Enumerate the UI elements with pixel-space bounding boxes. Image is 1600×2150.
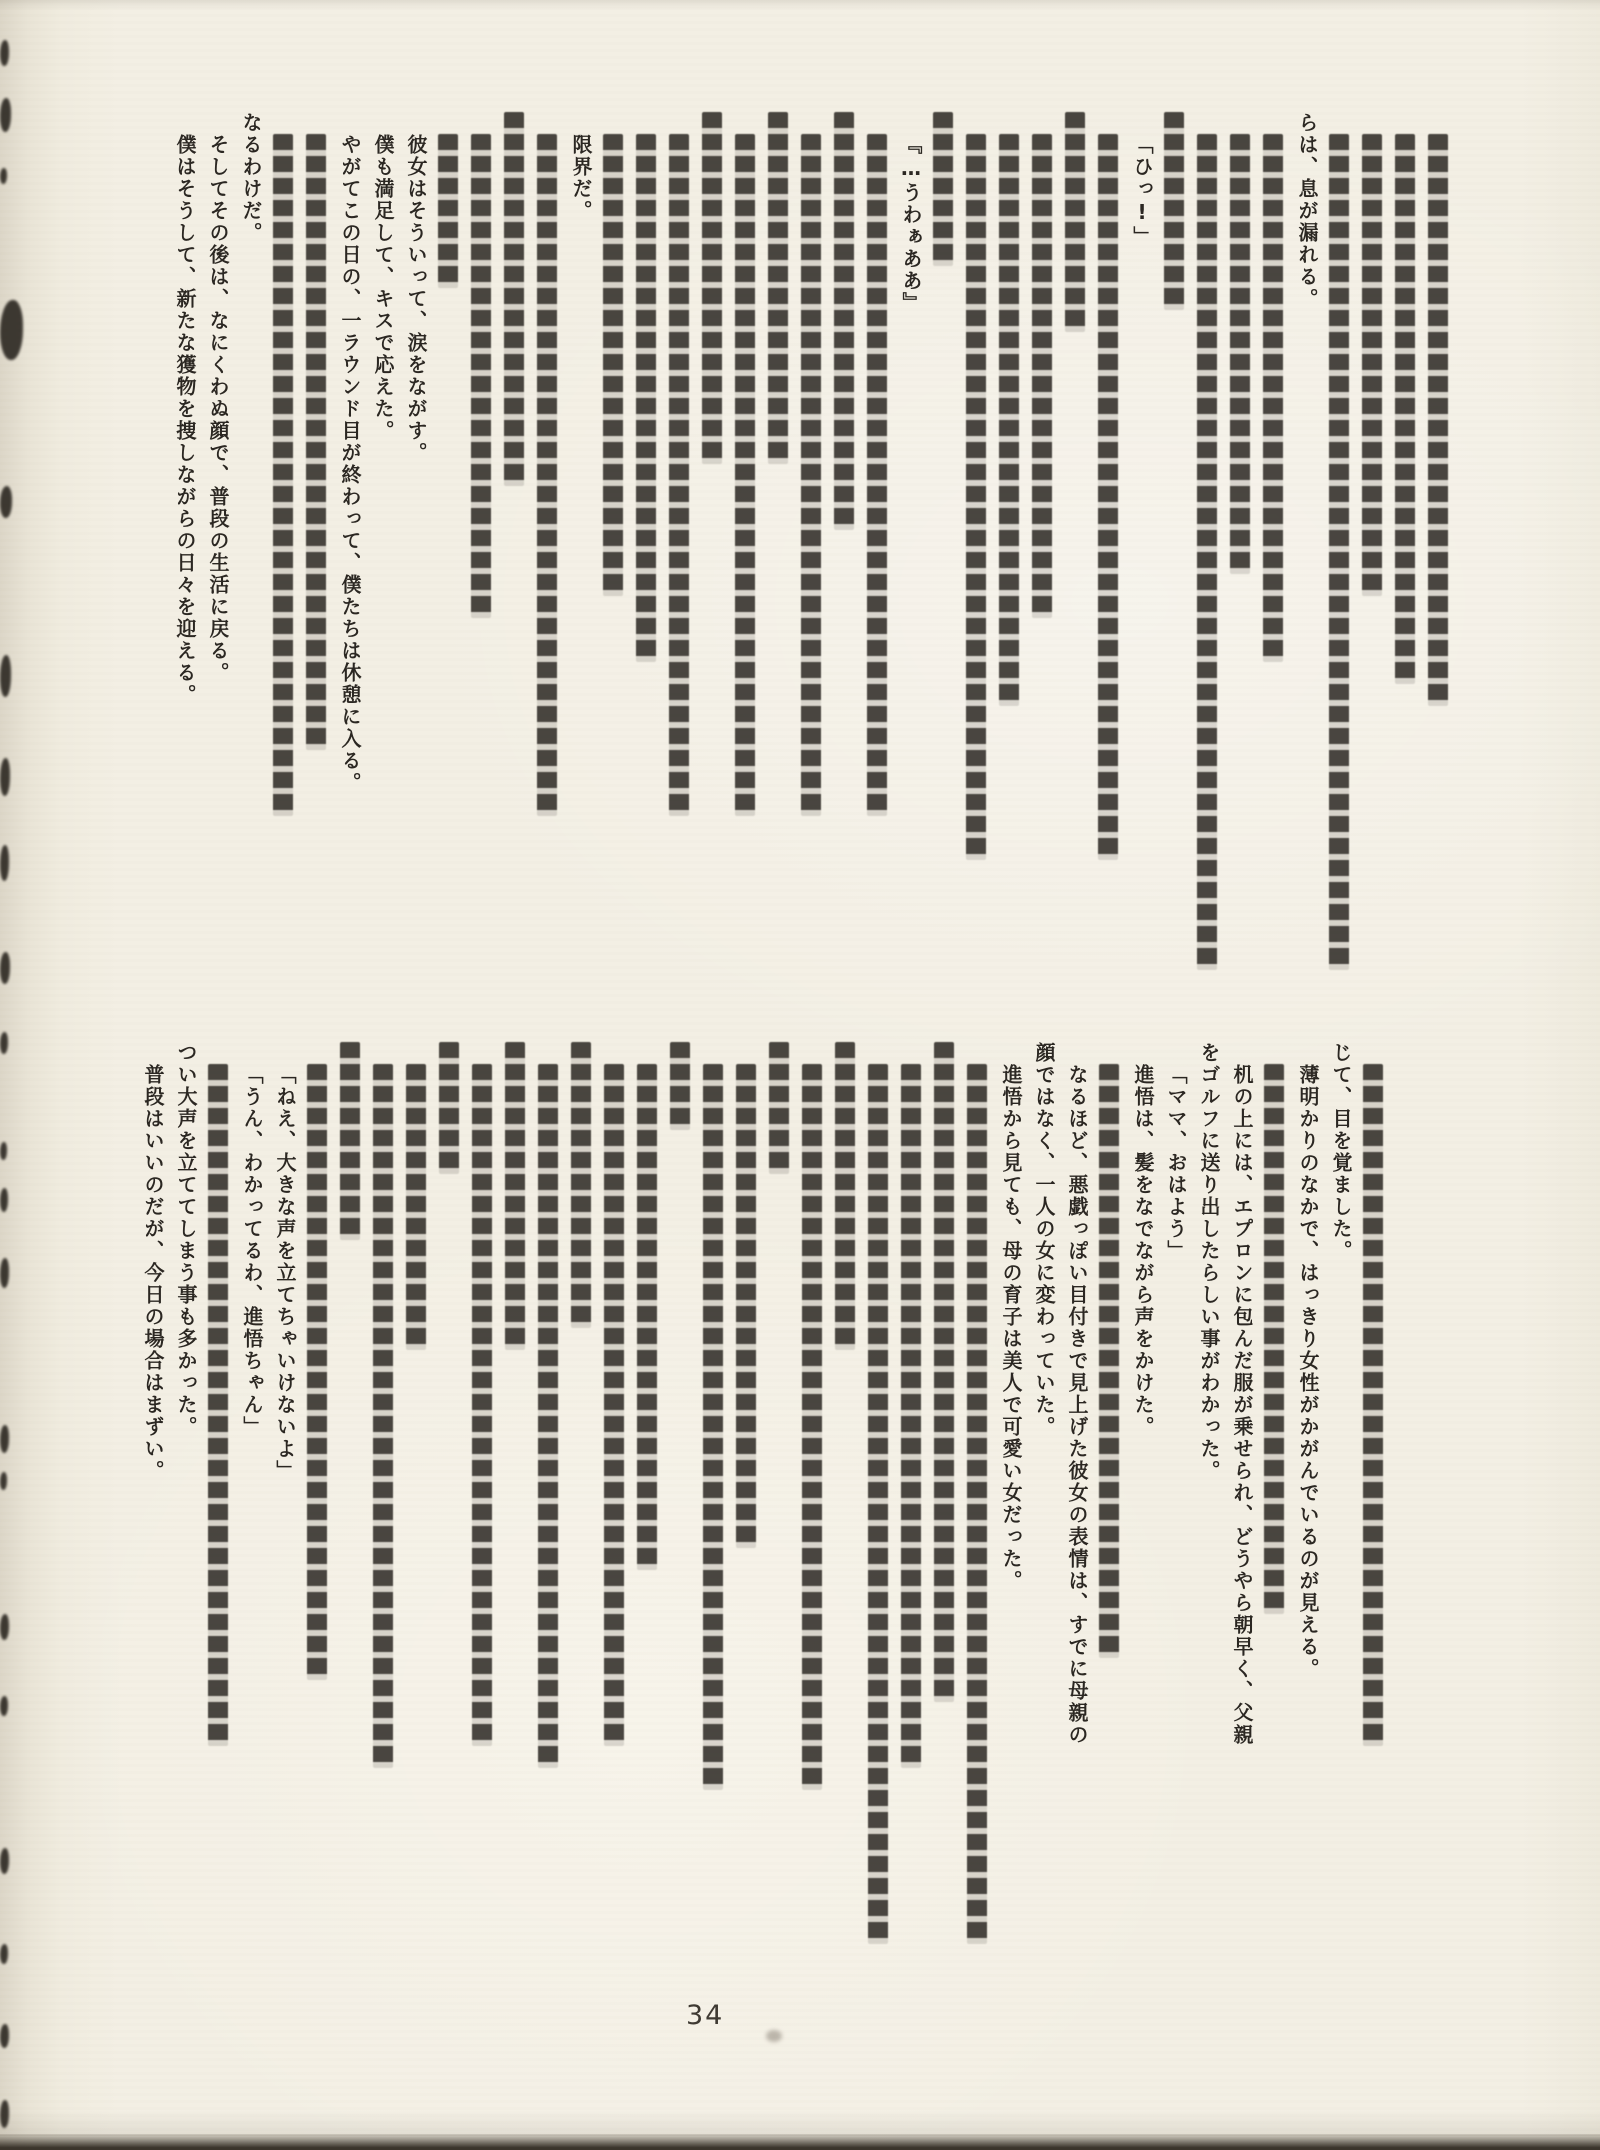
text-column: 限界だ。 [569,134,593,222]
text-column: 僕はそうして、新たな獲物を捜しながらの日々を迎える。 [173,134,197,706]
text-column: なるほど、悪戯っぽい目付きで見上げた彼女の表情は、すでに母親の [1065,1064,1089,1746]
binding-stain [0,1188,8,1212]
redacted-text-column [339,1042,362,1240]
text-column: 普段はいいのだが、今日の場合はまずい。 [141,1064,165,1482]
redacted-text-column [1328,134,1351,970]
redacted-text-column [536,134,559,816]
redacted-text-column [932,112,955,266]
redacted-text-column [603,1064,626,1746]
text-column: 僕も満足して、キスで応えた。 [371,134,395,442]
text-column: 『…うわぁああ』 [899,134,923,314]
binding-stain [0,1944,8,1964]
binding-stain [0,1696,8,1716]
redacted-text-column [998,134,1021,706]
text-column: 彼女はそういって、涙をながす。 [404,134,428,464]
redacted-text-column [570,1042,593,1328]
binding-stain [0,1848,9,1874]
redacted-text-column [471,1064,494,1746]
redacted-text-column [636,1064,659,1570]
text-column: そしてその後は、なにくわぬ顔で、普段の生活に戻る。 [206,134,230,684]
redacted-text-column [1263,1064,1286,1614]
binding-stain [0,300,23,360]
text-column: らは、息が漏れる。 [1295,112,1319,310]
redacted-text-column [1362,1064,1385,1746]
text-column: 「ひっ!」 [1130,134,1154,248]
redacted-text-column [767,112,790,464]
redacted-text-column [306,1064,329,1680]
redacted-text-column [768,1042,791,1174]
text-column: 進悟は、髪をなでながら声をかけた。 [1131,1064,1155,1438]
redacted-text-column [1098,1064,1121,1658]
binding-stain [0,98,11,132]
redacted-text-column [933,1042,956,1702]
binding-stain [0,845,9,881]
redacted-text-column [1031,134,1054,618]
redacted-text-column [503,112,526,486]
text-column: 進悟から見ても、母の育子は美人で可愛い女だった。 [999,1064,1023,1592]
binding-stain [0,486,12,518]
binding-stain [0,1425,9,1453]
redacted-text-column [966,1064,989,1944]
text-column: をゴルフに送り出したらしい事がわかった。 [1197,1042,1221,1482]
text-column: じて、目を覚ました。 [1329,1042,1353,1262]
redacted-text-column [900,1064,923,1768]
binding-stain [0,1614,9,1640]
text-column: やがてこの日の、一ラウンド目が終わって、僕たちは休憩に入る。 [338,134,362,794]
redacted-text-column [1229,134,1252,574]
redacted-text-column [702,1064,725,1790]
redacted-text-column [438,1042,461,1174]
redacted-text-column [372,1064,395,1768]
binding-stain [0,2024,9,2048]
redacted-text-column [800,134,823,816]
binding-stain [0,1258,9,1288]
redacted-text-column [1097,134,1120,860]
text-column: 顔ではなく、一人の女に変わっていた。 [1032,1042,1056,1438]
redacted-text-column [866,134,889,816]
text-column: なるわけだ。 [239,112,263,244]
redacted-text-column [504,1042,527,1350]
text-column: 机の上には、エプロンに包んだ服が乗せられ、どうやら朝早く、父親 [1230,1064,1254,1746]
text-column: 「ママ、おはよう」 [1164,1064,1188,1262]
binding-stain [0,655,11,697]
redacted-text-column [405,1064,428,1350]
redacted-text-column [965,134,988,860]
redacted-text-column [734,134,757,816]
redacted-text-column [1262,134,1285,662]
redacted-text-column [801,1064,824,1790]
redacted-text-column [437,134,460,288]
binding-stain [0,168,7,184]
redacted-text-column [537,1064,560,1768]
text-column: つい大声を立ててしまう事も多かった。 [174,1042,198,1438]
redacted-text-column [602,134,625,596]
redacted-text-column [272,134,295,816]
redacted-text-column [1361,134,1384,596]
redacted-text-column [635,134,658,662]
redacted-text-column [834,1042,857,1350]
text-column: 「ねえ、大きな声を立てちゃいけないよ」 [273,1064,297,1482]
redacted-text-column [867,1064,890,1944]
binding-edge [0,0,70,2150]
redacted-text-column [470,134,493,618]
scan-top-shadow [0,0,1600,10]
binding-stain [0,758,10,796]
scan-bottom-shadow-soft [0,2110,1600,2136]
vertical-text-block-top [173,112,1450,970]
page-number: 34 [686,2000,725,2031]
redacted-text-column [305,134,328,750]
binding-stain [0,40,9,66]
binding-stain [0,1142,7,1160]
redacted-text-column [1427,134,1450,706]
redacted-text-column [1394,134,1417,684]
redacted-text-column [668,134,691,816]
redacted-text-column [833,112,856,530]
binding-stain [0,1472,7,1490]
redacted-text-column [701,112,724,464]
redacted-text-column [1196,134,1219,970]
redacted-text-column [735,1064,758,1548]
binding-stain [0,952,10,984]
scan-bottom-shadow [0,2134,1600,2150]
redacted-text-column [207,1064,230,1746]
binding-stain [0,1032,8,1054]
redacted-text-column [1064,112,1087,332]
vertical-text-block-bottom [141,1042,1385,1944]
redacted-text-column [1163,112,1186,310]
redacted-text-column [669,1042,692,1130]
text-column: 薄明かりのなかで、はっきり女性がかがんでいるのが見える。 [1296,1064,1320,1680]
text-column: 「うん、わかってるわ、進悟ちゃん」 [240,1064,264,1438]
scan-smudge [766,2030,782,2042]
